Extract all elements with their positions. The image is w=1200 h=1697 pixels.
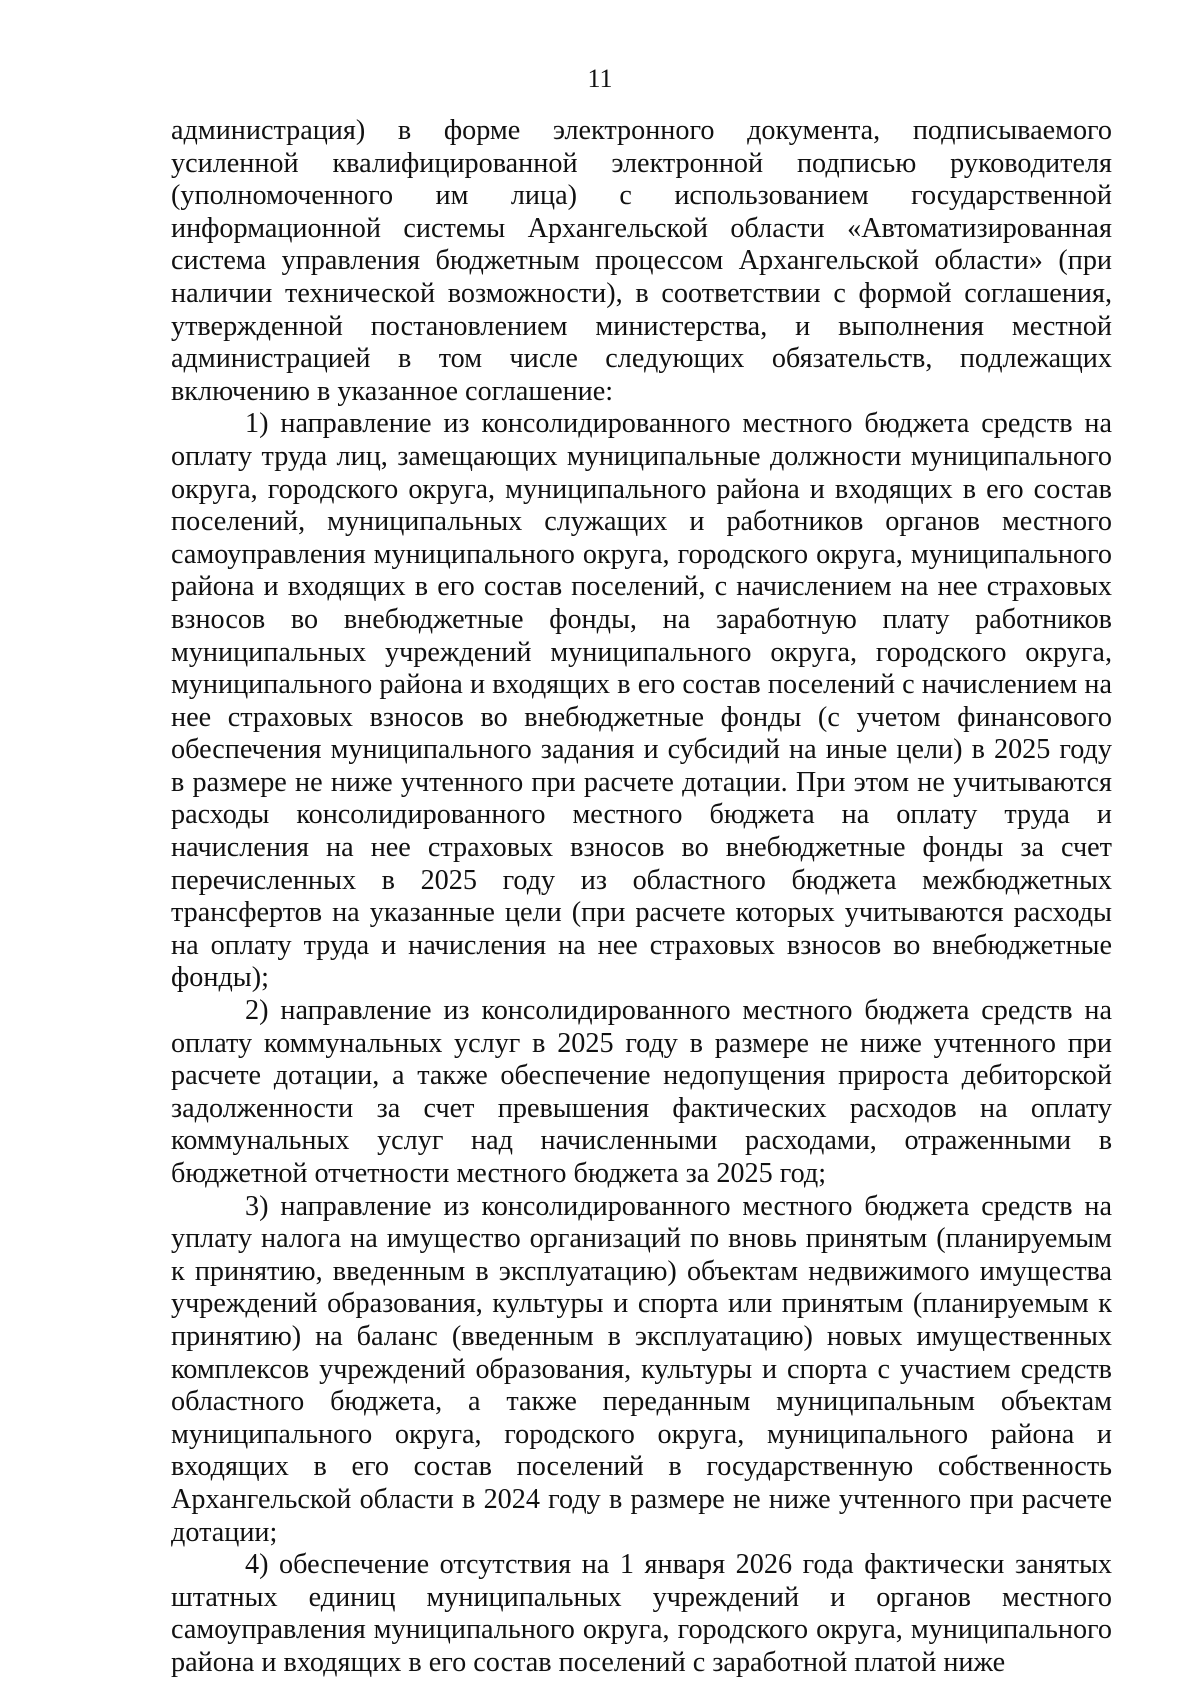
paragraph-item-2: 2) направление из консолидированного местного бюджета средств на оплату коммунальных услуг в 2025 году в размере не ниже учтенного при расчете дотации, а также обеспечение недопущения прироста дебиторской задолженности за счет превышения фактических расходов на оплату коммунальных услуг над начисленными расходами, отраженными в бюджетной отчетности местного бюджета за 2025 год; xyxy=(171,995,1112,1189)
paragraph-intro: администрация) в форме электронного документа, подписываемого усиленной квалифицированной электронной подписью руководителя (уполномоченного им лица) с использованием государственной информационной системы Архангельской области «Автоматизированная система управления бюджетным процессом Архангельской области» (при наличии технической возможности), в соответствии с формой соглашения, утвержденной постановлением министерства, и выполнения местной администрацией в том числе следующих обязательств, подлежащих включению в указанное соглашение: xyxy=(171,115,1112,407)
page-number: 11 xyxy=(587,64,613,93)
paragraph-item-1: 1) направление из консолидированного местного бюджета средств на оплату труда лиц, замещающих муниципальные должности муниципального округа, городского округа, муниципального района и входящих в его состав поселений, муниципальных служащих и работников органов местного самоуправления муниципального округа, городского округа, муниципального района и входящих в его состав поселений, с начислением на нее страховых взносов во внебюджетные фонды, на заработную плату работников муниципальных учреждений муниципального округа, городского округа, муниципального района и входящих в его состав поселений с начислением на нее страховых взносов во внебюджетные фонды (с учетом финансового обеспечения муниципального задания и субсидий на иные цели) в 2025 году в размере не ниже учтенного при расчете дотации. При этом не учитываются расходы консолидированного местного бюджета на оплату труда и начисления на нее страховых взносов во внебюджетные фонды за счет перечисленных в 2025 году из областного бюджета межбюджетных трансфертов на указанные цели (при расчете которых учитываются расходы на оплату труда и начисления на нее страховых взносов во внебюджетные фонды); xyxy=(171,408,1112,994)
paragraph-item-3: 3) направление из консолидированного местного бюджета средств на уплату налога на имущество организаций по вновь принятым (планируемым к принятию, введенным в эксплуатацию) объектам недвижимого имущества учреждений образования, культуры и спорта или принятым (планируемым к принятию) на баланс (введенным в эксплуатацию) новых имущественных комплексов учреждений образования, культуры и спорта с участием средств областного бюджета, а также переданным муниципальным объектам муниципального округа, городского округа, муниципального района и входящих в его состав поселений в государственную собственность Архангельской области в 2024 году в размере не ниже учтенного при расчете дотации; xyxy=(171,1190,1112,1548)
paragraph-item-4: 4) обеспечение отсутствия на 1 января 2026 года фактически занятых штатных единиц муниципальных учреждений и органов местного самоуправления муниципального округа, городского округа, муниципального района и входящих в его состав поселений с заработной платой ниже xyxy=(171,1549,1112,1678)
document-body xyxy=(171,115,1112,1680)
